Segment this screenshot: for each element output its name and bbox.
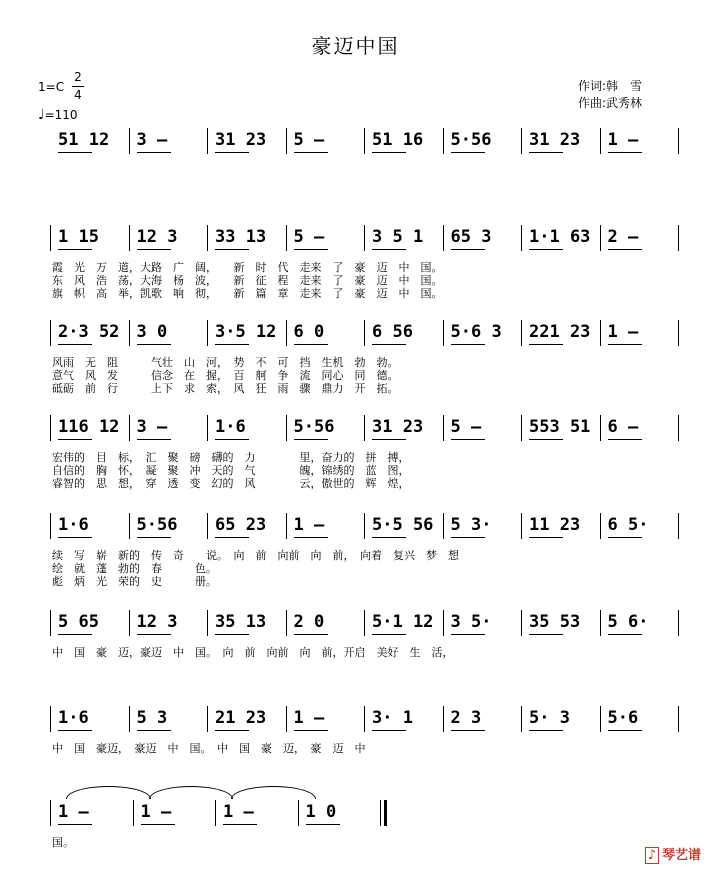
barline: [207, 128, 208, 154]
barline: [521, 128, 522, 154]
score-row: [52, 513, 680, 593]
beam-line: [137, 634, 171, 635]
measure-notes: 3 5·: [450, 612, 492, 632]
beam-line: [608, 730, 642, 731]
barline: [678, 610, 679, 636]
measure-notes: 5 –: [293, 227, 325, 247]
barline: [380, 800, 381, 826]
beam-line: [215, 249, 249, 250]
barline: [443, 320, 444, 346]
beam-line: [137, 152, 171, 153]
measure-notes: 1 –: [140, 802, 172, 822]
barline: [600, 513, 601, 539]
measure-notes: 65 23: [215, 515, 267, 535]
measure-notes: 1·6: [58, 515, 89, 535]
measure-notes: 31 23: [529, 130, 581, 150]
measure-notes: 1 –: [58, 802, 89, 822]
measure-notes: 2 3: [450, 708, 482, 728]
barline: [678, 128, 679, 154]
measure-notes: 1 –: [607, 130, 639, 150]
beam-line: [306, 824, 340, 825]
score-row: [52, 610, 680, 690]
measure-notes: 51 12: [58, 130, 110, 150]
measure-notes: 5 –: [293, 130, 325, 150]
beam-line: [294, 634, 328, 635]
barline: [50, 610, 51, 636]
measure-notes: 6 0: [293, 322, 325, 342]
measure-notes: 5·1 12: [372, 612, 434, 632]
measure-notes: 31 23: [372, 417, 424, 437]
measure-notes: 5·56: [450, 130, 492, 150]
final-barline: [384, 800, 387, 826]
lyric-line: 中 国 豪 迈，豪迈 中 国。 向 前 向前 向 前，开启 美好 生 活，: [52, 646, 454, 659]
beam-line: [451, 634, 485, 635]
lyric-line: 意气 风 发 信念 在 握， 百 舸 争 流 同心 同 德。: [52, 369, 399, 382]
measure-notes: 5 65: [58, 612, 99, 632]
measure-notes: 5 6·: [607, 612, 649, 632]
beam-line: [58, 634, 92, 635]
lyric-line: 睿智的 思 想， 穿 透 变 幻的 风 云，傲世的 辉 煌，: [52, 477, 410, 490]
beam-line: [372, 439, 406, 440]
barline: [600, 128, 601, 154]
measure-notes: 2·3 52: [58, 322, 120, 342]
measure-notes: 1 –: [293, 515, 325, 535]
barline: [521, 610, 522, 636]
tie-slur: [66, 786, 151, 799]
measure-notes: 1 0: [305, 802, 337, 822]
lyric-line: 自信的 胸 怀， 凝 聚 冲 天的 气 魄，锦绣的 蓝 图，: [52, 464, 410, 477]
barline: [129, 128, 130, 154]
barline: [364, 513, 365, 539]
beam-line: [294, 730, 328, 731]
beam-line: [141, 824, 175, 825]
measure-notes: 5 3·: [450, 515, 492, 535]
key-signature: 1=C: [38, 80, 65, 94]
beam-line: [58, 439, 92, 440]
lyric-line: 续 写 崭 新的 传 奇 说。 向 前 向前 向 前， 向着 复兴 梦 想: [52, 549, 459, 562]
barline: [129, 513, 130, 539]
beam-line: [58, 537, 92, 538]
beam-line: [529, 537, 563, 538]
measure-notes: 11 23: [529, 515, 581, 535]
barline: [129, 610, 130, 636]
barline: [207, 706, 208, 732]
score-row: [52, 415, 680, 495]
beam-line: [294, 249, 328, 250]
barline: [129, 225, 130, 251]
barline: [521, 415, 522, 441]
beam-line: [58, 344, 92, 345]
barline: [600, 320, 601, 346]
measure-notes: 33 13: [215, 227, 267, 247]
beam-line: [137, 730, 171, 731]
measure-notes: 1 –: [223, 802, 254, 822]
page-title: 豪迈中国: [311, 34, 400, 58]
beam-line: [215, 537, 249, 538]
beam-line: [294, 439, 328, 440]
barline: [364, 706, 365, 732]
measure-notes: 6 5·: [607, 515, 649, 535]
barline: [50, 513, 51, 539]
barline: [215, 800, 216, 826]
beam-line: [223, 824, 257, 825]
barline: [129, 706, 130, 732]
barline: [521, 320, 522, 346]
beam-line: [451, 249, 485, 250]
beam-line: [137, 439, 171, 440]
beam-line: [529, 439, 563, 440]
time-signature-top: 2: [74, 70, 82, 84]
barline: [207, 320, 208, 346]
measure-notes: 31 23: [215, 130, 267, 150]
barline: [50, 225, 51, 251]
beam-line: [608, 344, 642, 345]
measure-notes: 1 –: [293, 708, 325, 728]
watermark-logo: [645, 844, 701, 863]
beam-line: [215, 634, 249, 635]
barline: [600, 706, 601, 732]
measure-notes: 221 23: [529, 322, 591, 342]
logo-mark-icon: ♪: [645, 847, 659, 864]
beam-line: [451, 537, 485, 538]
composer-credit: 作曲:武秀林: [578, 96, 643, 110]
lyric-line: 砥砺 前 行 上下 求 索， 风 狂 雨 骤 鼎力 开 拓。: [52, 382, 399, 395]
barline: [129, 320, 130, 346]
beam-line: [372, 730, 406, 731]
lyric-line: 国。: [52, 836, 74, 849]
barline: [443, 706, 444, 732]
barline: [443, 128, 444, 154]
beam-line: [372, 249, 406, 250]
beam-line: [451, 344, 485, 345]
barline: [443, 513, 444, 539]
score-row: [52, 128, 680, 208]
barline: [678, 513, 679, 539]
barline: [207, 225, 208, 251]
time-signature-bottom: 4: [74, 88, 82, 102]
lyric-line: 霞 光 万 道，大路 广 阔， 新 时 代 走来 了 豪 迈 中 国。: [52, 261, 443, 274]
barline: [207, 610, 208, 636]
lyric-line: 中 国 豪迈， 豪迈 中 国。 中 国 豪 迈， 豪 迈 中: [52, 742, 366, 755]
barline: [521, 225, 522, 251]
beam-line: [215, 344, 249, 345]
measure-notes: 5·56: [136, 515, 178, 535]
measure-notes: 3 0: [136, 322, 168, 342]
measure-notes: 12 3: [136, 227, 178, 247]
barline: [600, 610, 601, 636]
barline: [521, 513, 522, 539]
beam-line: [608, 537, 642, 538]
barline: [364, 320, 365, 346]
beam-line: [529, 634, 563, 635]
beam-line: [608, 152, 642, 153]
beam-line: [608, 634, 642, 635]
barline: [364, 225, 365, 251]
lyric-line: 绘 就 蓬 勃的 春 色。: [52, 562, 217, 575]
measure-notes: 1 15: [58, 227, 99, 247]
barline: [286, 415, 287, 441]
beam-line: [529, 730, 563, 731]
beam-line: [215, 730, 249, 731]
barline: [298, 800, 299, 826]
measure-notes: 12 3: [136, 612, 178, 632]
measure-notes: 3 –: [136, 130, 168, 150]
measure-notes: 1 –: [607, 322, 639, 342]
beam-line: [451, 439, 485, 440]
score-row: [52, 320, 680, 400]
barline: [364, 610, 365, 636]
measure-notes: 2 –: [607, 227, 639, 247]
beam-line: [608, 249, 642, 250]
measure-notes: 1·6: [58, 708, 89, 728]
beam-line: [215, 439, 249, 440]
beam-line: [215, 152, 249, 153]
barline: [286, 320, 287, 346]
measure-notes: 116 12: [58, 417, 120, 437]
measure-notes: 21 23: [215, 708, 267, 728]
measure-notes: 1·6: [215, 417, 246, 437]
beam-line: [58, 152, 92, 153]
beam-line: [372, 634, 406, 635]
beam-line: [529, 344, 563, 345]
barline: [443, 225, 444, 251]
barline: [286, 513, 287, 539]
barline: [364, 128, 365, 154]
beam-line: [608, 439, 642, 440]
lyric-line: 旗 帜 高 举，凯歌 响 彻， 新 篇 章 走来 了 豪 迈 中 国。: [52, 287, 443, 300]
measure-notes: 5·6 3: [450, 322, 502, 342]
measure-notes: 6 –: [607, 417, 639, 437]
beam-line: [58, 824, 92, 825]
measure-notes: 5· 3: [529, 708, 570, 728]
beam-line: [137, 249, 171, 250]
measure-notes: 1·1 63: [529, 227, 591, 247]
measure-notes: 35 13: [215, 612, 267, 632]
beam-line: [58, 730, 92, 731]
measure-notes: 3· 1: [372, 708, 413, 728]
score-row: [52, 800, 680, 880]
beam-line: [294, 152, 328, 153]
barline: [207, 415, 208, 441]
measure-notes: 5·6: [607, 708, 639, 728]
beam-line: [451, 730, 485, 731]
lyric-line: 彪 炳 光 荣的 史 册。: [52, 575, 217, 588]
measure-notes: 35 53: [529, 612, 581, 632]
barline: [286, 225, 287, 251]
score-row: [52, 706, 680, 786]
barline: [207, 513, 208, 539]
barline: [678, 706, 679, 732]
barline: [600, 225, 601, 251]
barline: [286, 610, 287, 636]
barline: [50, 800, 51, 826]
barline: [678, 415, 679, 441]
score-row: [52, 225, 680, 305]
measure-notes: 3 –: [136, 417, 168, 437]
quarter-note-icon: ♩: [38, 107, 45, 123]
time-signature-line: [72, 86, 84, 87]
lyric-line: 宏伟的 目 标， 汇 聚 磅 礴的 力 里，奋力的 拼 搏，: [52, 451, 410, 464]
barline: [443, 415, 444, 441]
barline: [50, 415, 51, 441]
measure-notes: 5·5 56: [372, 515, 434, 535]
measure-notes: 3·5 12: [215, 322, 277, 342]
beam-line: [294, 344, 328, 345]
barline: [286, 128, 287, 154]
barline: [678, 320, 679, 346]
beam-line: [372, 344, 406, 345]
tie-slur: [231, 786, 316, 799]
measure-notes: 5·56: [293, 417, 335, 437]
barline: [133, 800, 134, 826]
lyric-line: 东 风 浩 荡，大海 杨 波， 新 征 程 走来 了 豪 迈 中 国。: [52, 274, 443, 287]
beam-line: [529, 152, 563, 153]
measure-notes: 2 0: [293, 612, 325, 632]
measure-notes: 5 3: [136, 708, 168, 728]
beam-line: [58, 249, 92, 250]
barline: [129, 415, 130, 441]
barline: [678, 225, 679, 251]
beam-line: [451, 152, 485, 153]
barline: [443, 610, 444, 636]
measure-notes: 51 16: [372, 130, 424, 150]
barline: [364, 415, 365, 441]
barline: [50, 320, 51, 346]
measure-notes: 3 5 1: [372, 227, 424, 247]
beam-line: [137, 344, 171, 345]
barline: [50, 706, 51, 732]
lyricist-credit: 作词:韩 雪: [578, 79, 643, 93]
beam-line: [294, 537, 328, 538]
watermark-text: 琴艺谱: [661, 848, 701, 863]
tempo-value: =110: [44, 108, 78, 122]
beam-line: [372, 537, 406, 538]
measure-notes: 65 3: [450, 227, 492, 247]
measure-notes: 6 56: [372, 322, 413, 342]
beam-line: [529, 249, 563, 250]
measure-notes: 5 –: [450, 417, 482, 437]
tie-slur: [149, 786, 234, 799]
barline: [286, 706, 287, 732]
lyric-line: 风雨 无 阻 气壮 山 河， 势 不 可 挡 生机 勃 勃。: [52, 356, 399, 369]
beam-line: [137, 537, 171, 538]
beam-line: [372, 152, 406, 153]
barline: [600, 415, 601, 441]
tempo-marking: [38, 104, 78, 123]
barline: [521, 706, 522, 732]
measure-notes: 553 51: [529, 417, 591, 437]
